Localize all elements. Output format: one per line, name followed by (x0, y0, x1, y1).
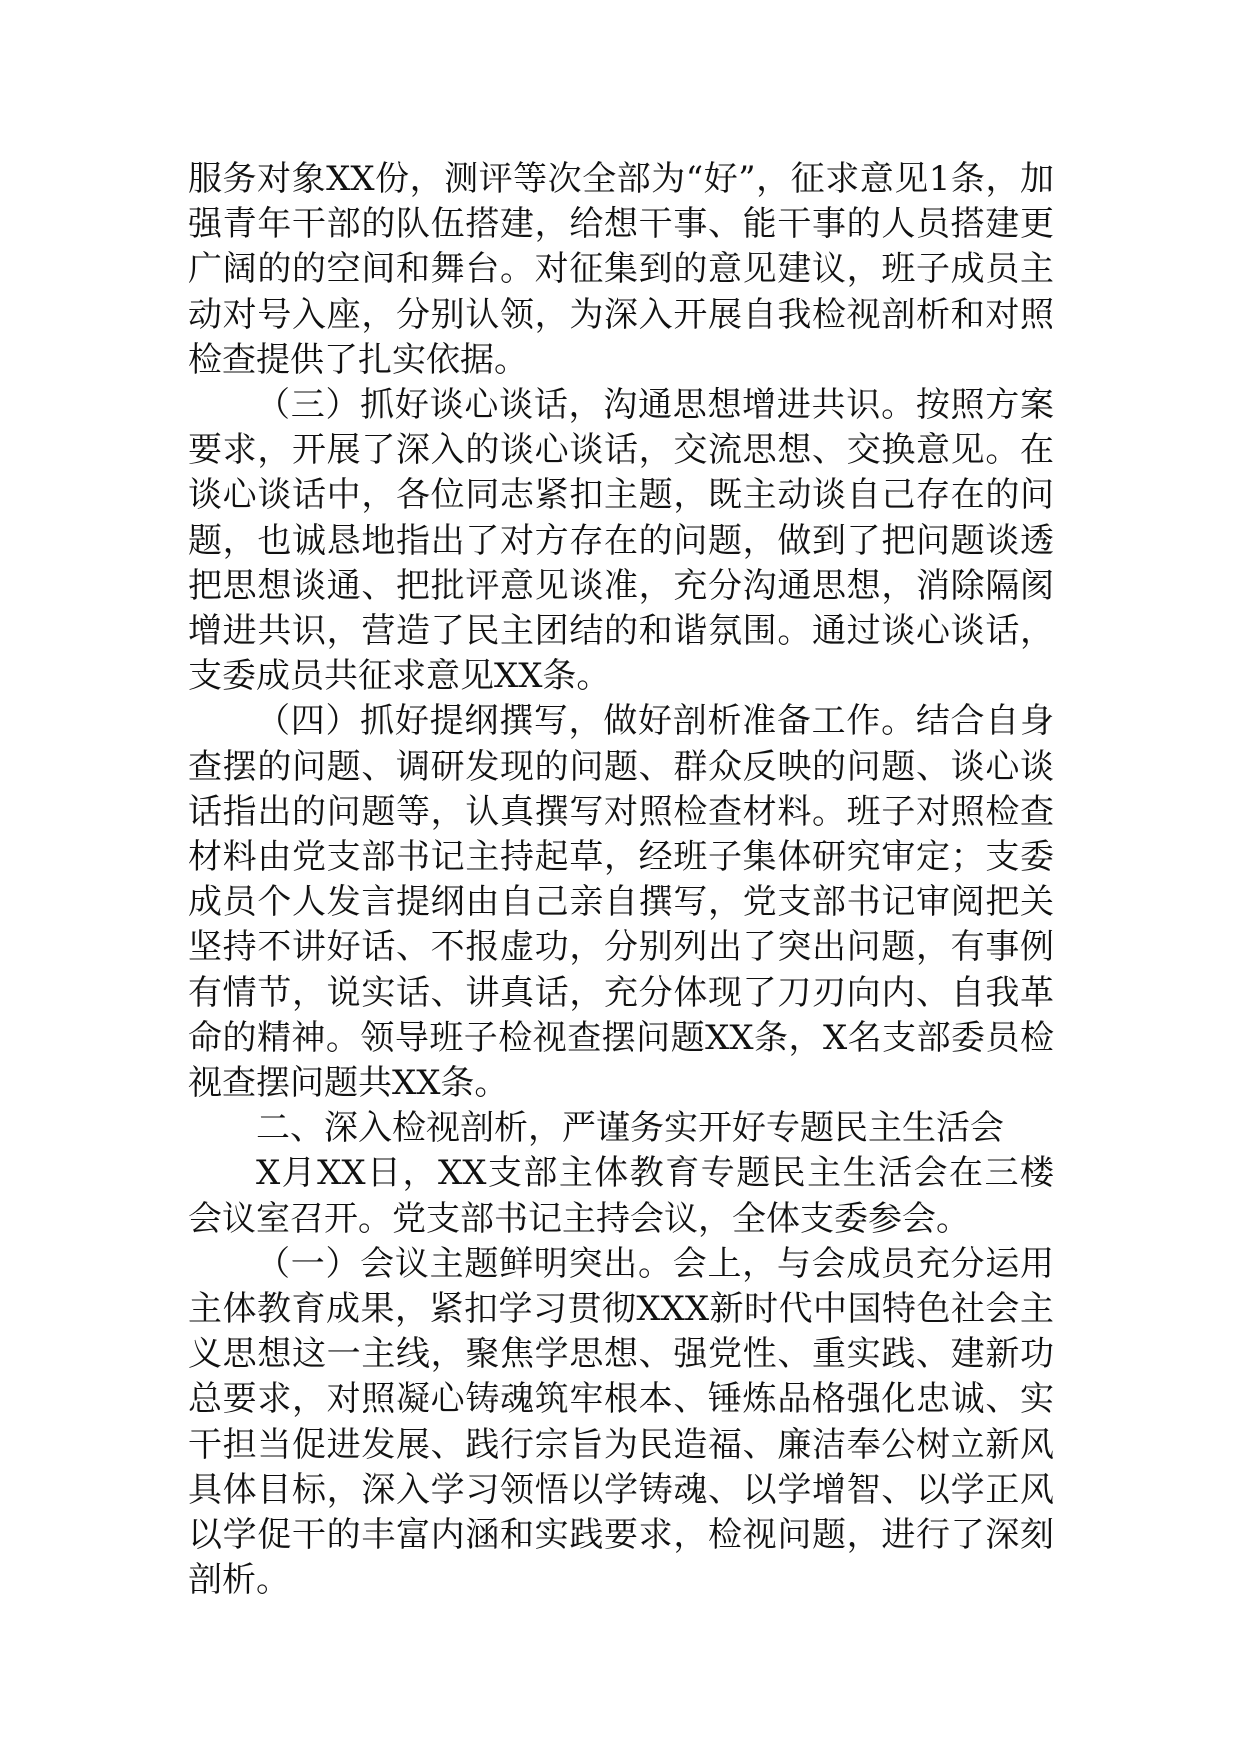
document-body (188, 157, 1054, 1604)
paragraph-feedback-summary: 服务对象XX份，测评等次全部为“好”，征求意见1条，加强青年干部的队伍搭建，给想干事、能干事的人员搭建更广阔的的空间和舞台。对征集到的意见建议，班子成员主动对号入座，分别认领，为深入开展自我检视剖析和对照检查提供了扎实依据。 (188, 159, 1054, 380)
paragraph-meeting-info: X月XX日，XX支部主体教育专题民主生活会在三楼会议室召开。党支部书记主持会议，全体支委参会。 (188, 1153, 1054, 1239)
paragraph-heart-to-heart-talks: （三）抓好谈心谈话，沟通思想增进共识。按照方案要求，开展了深入的谈心谈话，交流思想、交换意见。在谈心谈话中，各位同志紧扣主题，既主动谈自己存在的问题，也诚恳地指出了对方存在的问题，做到了把问题谈透把思想谈通、把批评意见谈准，充分沟通思想，消除隔阂增进共识，营造了民主团结的和谐氛围。通过谈心谈话，支委成员共征求意见XX条。 (188, 385, 1054, 697)
section-heading-two: 二、深入检视剖析，严谨务实开好专题民主生活会 (256, 1108, 1004, 1149)
paragraph-outline-writing: （四）抓好提纲撰写，做好剖析准备工作。结合自身查摆的问题、调研发现的问题、群众反映的问题、谈心谈话指出的问题等，认真撰写对照检查材料。班子对照检查材料由党支部书记主持起草，经班子集体研究审定；支委成员个人发言提纲由自己亲自撰写，党支部书记审阅把关坚持不讲好话、不报虚功，分别列出了突出问题，有事例有情节，说实话、讲真话，充分体现了刀刃向内、自我革命的精神。领导班子检视查摆问题XX条，X名支部委员检视查摆问题共XX条。 (188, 701, 1054, 1104)
paragraph-meeting-theme: （一）会议主题鲜明突出。会上，与会成员充分运用主体教育成果，紧扣学习贯彻XXX新时代中国特色社会主义思想这一主线，聚焦学思想、强党性、重实践、建新功总要求，对照凝心铸魂筑牢根本、锤炼品格强化忠诚、实干担当促进发展、践行宗旨为民造福、廉洁奉公树立新风具体目标，深入学习领悟以学铸魂、以学增智、以学正风以学促干的丰富内涵和实践要求，检视问题，进行了深刻剖析。 (188, 1243, 1054, 1601)
